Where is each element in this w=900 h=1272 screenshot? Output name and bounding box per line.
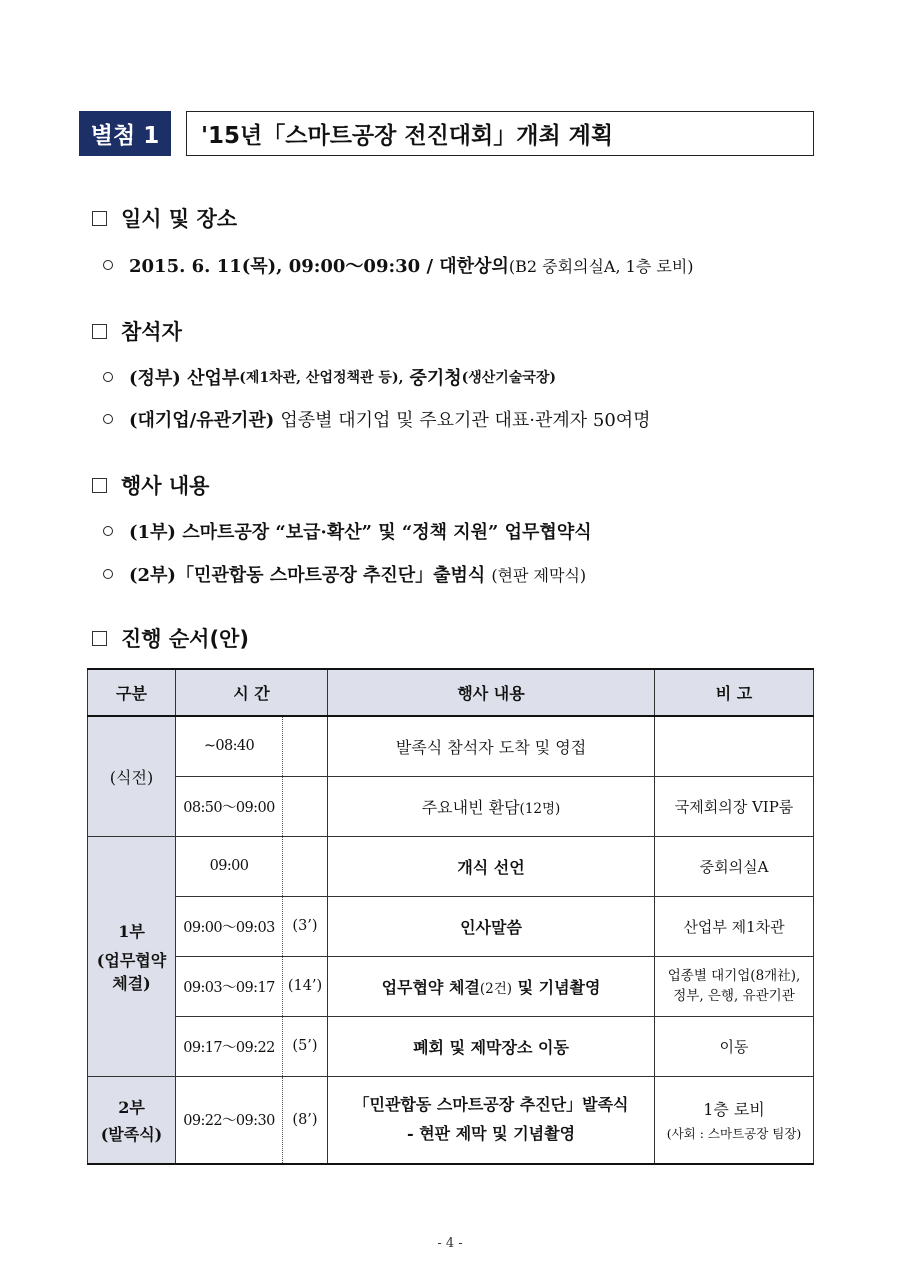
row-event: 개식 선언	[328, 836, 655, 896]
row-time: 09:00	[176, 836, 283, 896]
row-note	[655, 1076, 814, 1164]
circle-bullet-icon	[103, 526, 113, 536]
header-category: 구분	[88, 669, 176, 716]
row-event	[328, 1076, 655, 1164]
attendees-line-2	[103, 406, 651, 432]
datetime-bold: 2015. 6. 11(목), 09:00～09:30 / 대한상의	[129, 256, 509, 277]
attendees-smba-detail: (생산기술국장)	[461, 370, 557, 386]
datetime-place: (B2 중회의실A, 1층 로비)	[508, 256, 694, 276]
table-row	[88, 1016, 814, 1076]
table-row	[88, 956, 814, 1016]
row-event	[328, 776, 655, 836]
attendees-corp-detail: 업종별 대기업 및 주요기관 대표·관계자 50여명	[280, 410, 651, 431]
row-event-text: 주요내빈 환담	[421, 797, 520, 817]
table-row	[88, 896, 814, 956]
section-heading-text: 일시 및 장소	[121, 207, 238, 231]
row-time: 09:17～09:22	[176, 1016, 283, 1076]
header-event: 행사 내용	[328, 669, 655, 716]
document-title: '15년「스마트공장 전진대회」개최 계획	[186, 111, 814, 156]
row-duration: (8’)	[283, 1076, 328, 1164]
group-part2-label: 2부	[118, 1097, 145, 1117]
group-part1-label: 1부	[118, 921, 145, 941]
row-event-tail: 및 기념촬영	[512, 977, 601, 997]
section-heading-text: 진행 순서(안)	[121, 627, 249, 651]
header-note: 비 고	[655, 669, 814, 716]
attendees-gov-detail: (제1차관, 산업정책관 등),	[239, 370, 404, 386]
checkbox-icon	[92, 211, 107, 226]
row-note	[655, 956, 814, 1016]
row-note-line-1: 업종별 대기업(8개社),	[667, 967, 801, 984]
row-note-line-2: (사회 : 스마트공장 팀장)	[666, 1126, 802, 1142]
row-note: 중회의실A	[655, 836, 814, 896]
section-heading-text: 행사 내용	[121, 474, 210, 498]
attendees-corp: (대기업/유관기관)	[129, 410, 275, 431]
row-event-count: (12명)	[519, 800, 561, 817]
section-contents-heading	[92, 470, 209, 500]
circle-bullet-icon	[103, 260, 113, 270]
section-heading-text: 참석자	[121, 320, 182, 344]
contents-part2-detail: (현판 제막식)	[491, 565, 587, 585]
header-time: 시 간	[176, 669, 328, 716]
row-note: 이동	[655, 1016, 814, 1076]
checkbox-icon	[92, 478, 107, 493]
table-row	[88, 1076, 814, 1164]
row-note: 산업부 제1차관	[655, 896, 814, 956]
row-duration: (5’)	[283, 1016, 328, 1076]
row-time: 09:22～09:30	[176, 1076, 283, 1164]
row-time: 09:03～09:17	[176, 956, 283, 1016]
row-event	[328, 956, 655, 1016]
row-event-count: (2건)	[479, 980, 513, 997]
table-header-row	[88, 669, 814, 716]
group-part1-sub-a: (업무협약	[96, 950, 167, 970]
circle-bullet-icon	[103, 569, 113, 579]
row-duration	[283, 776, 328, 836]
row-note: 국제회의장 VIP룸	[655, 776, 814, 836]
group-part2-sub: (발족식)	[100, 1124, 163, 1144]
row-time: 09:00～09:03	[176, 896, 283, 956]
row-duration	[283, 836, 328, 896]
schedule-table	[87, 668, 814, 1165]
section-attendees-heading	[92, 316, 182, 346]
row-note-line-1: 1층 로비	[703, 1100, 765, 1120]
row-note-line-2: 정부, 은행, 유관기관	[673, 988, 795, 1004]
row-event-line-1: 「민관합동 스마트공장 추진단」발족식	[353, 1094, 629, 1114]
group-part2	[88, 1076, 176, 1164]
row-event: 인사말씀	[328, 896, 655, 956]
datetime-line	[103, 252, 694, 278]
group-part1	[88, 836, 176, 1076]
contents-part1: (1부) 스마트공장 “보급·확산” 및 “정책 지원” 업무협약식	[129, 522, 592, 543]
attendees-smba: 중기청	[409, 368, 462, 389]
contents-part2: (2부)「민관합동 스마트공장 추진단」출범식	[129, 565, 486, 586]
row-event: 발족식 참석자 도착 및 영접	[328, 716, 655, 776]
row-event: 폐회 및 제막장소 이동	[328, 1016, 655, 1076]
attachment-badge: 별첨 1	[79, 111, 171, 156]
table-row	[88, 776, 814, 836]
contents-line-1	[103, 518, 592, 544]
section-order-heading	[92, 623, 249, 653]
circle-bullet-icon	[103, 372, 113, 382]
table-row	[88, 716, 814, 776]
row-event-text: 업무협약 체결	[381, 977, 480, 997]
attendees-gov: (정부) 산업부	[129, 368, 240, 389]
section-datetime-heading	[92, 203, 237, 233]
group-pre: (식전)	[88, 716, 176, 836]
table-row	[88, 836, 814, 896]
row-event-line-2: - 현판 제막 및 기념촬영	[407, 1123, 576, 1143]
row-duration: (3’)	[283, 896, 328, 956]
row-duration	[283, 716, 328, 776]
contents-line-2	[103, 561, 586, 587]
checkbox-icon	[92, 631, 107, 646]
row-note	[655, 716, 814, 776]
row-time: 08:50～09:00	[176, 776, 283, 836]
row-time: ~08:40	[176, 716, 283, 776]
circle-bullet-icon	[103, 414, 113, 424]
checkbox-icon	[92, 324, 107, 339]
page-number: - 4 -	[437, 1236, 463, 1251]
attendees-line-1	[103, 364, 556, 390]
group-part1-sub-b: 체결)	[112, 973, 151, 993]
row-duration: (14’)	[283, 956, 328, 1016]
